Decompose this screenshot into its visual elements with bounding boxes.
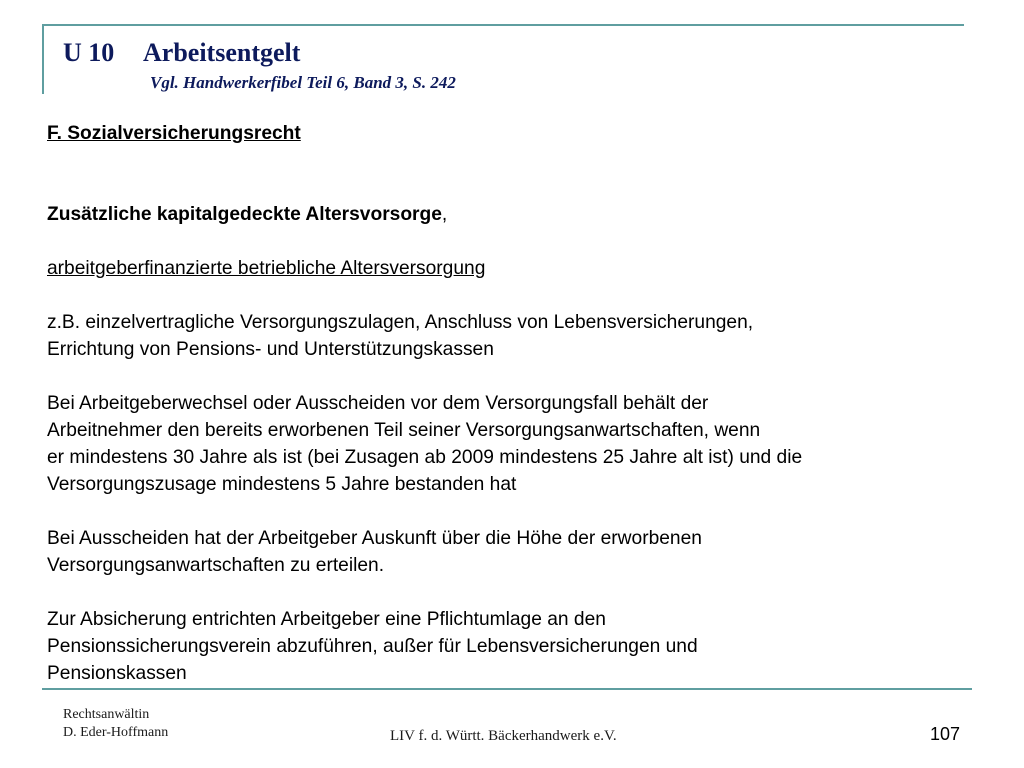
title-reference: Vgl. Handwerkerfibel Teil 6, Band 3, S. 242 (150, 73, 456, 92)
paragraph-insurance-line-1: Zur Absicherung entrichten Arbeitgeber eine Pflichtumlage an den (47, 609, 606, 630)
paragraph-vesting-line-4: Versorgungszusage mindestens 5 Jahre bestanden hat (47, 474, 517, 495)
paragraph-vesting-line-1: Bei Arbeitgeberwechsel oder Ausscheiden vor dem Versorgungsfall behält der (47, 393, 709, 414)
paragraph-vesting-line-2: Arbeitnehmer den bereits erworbenen Teil seiner Versorgungsanwartschaften, wenn (47, 420, 761, 441)
item-employer-pension: arbeitgeberfinanzierte betriebliche Altersversorgung (47, 258, 486, 279)
paragraph-insurance-line-3: Pensionskassen (47, 663, 187, 684)
paragraph-information-line-1: Bei Ausscheiden hat der Arbeitgeber Auskunft über die Höhe der erworbenen (47, 528, 702, 549)
page-title: Arbeitsentgelt (143, 38, 301, 67)
paragraph-insurance-line-2: Pensionssicherungsverein abzuführen, außer für Lebensversicherungen und (47, 636, 698, 657)
header-frame-top-line (42, 24, 964, 26)
footer-author-name: D. Eder-Hoffmann (63, 725, 169, 740)
title-number: U 10 (63, 38, 115, 67)
paragraph-vesting-line-3: er mindestens 30 Jahre als ist (bei Zusagen ab 2009 mindestens 25 Jahre alt ist) und die (47, 447, 803, 468)
slide-content (47, 120, 967, 687)
page-number: 107 (930, 724, 961, 744)
item-capital-pension (47, 201, 967, 228)
paragraph-information-line-2: Versorgungsanwartschaften zu erteilen. (47, 555, 385, 576)
footer-author (63, 706, 168, 742)
footer-author-role: Rechtsanwältin (63, 707, 150, 722)
footer-divider (42, 688, 972, 690)
paragraph-examples-line-1: z.B. einzelvertragliche Versorgungszulagen, Anschluss von Lebensversicherungen, (47, 312, 754, 333)
header-frame-left-line (42, 24, 44, 94)
item-capital-pension-label: Zusätzliche kapitalgedeckte Altersvorsorge (47, 204, 442, 225)
item-capital-pension-comma: , (441, 204, 448, 225)
paragraph-examples-line-2: Errichtung von Pensions- und Unterstützungskassen (47, 339, 494, 360)
footer-organization: LIV f. d. Württ. Bäckerhandwerk e.V. (390, 728, 617, 744)
section-heading: F. Sozialversicherungsrecht (47, 123, 301, 144)
